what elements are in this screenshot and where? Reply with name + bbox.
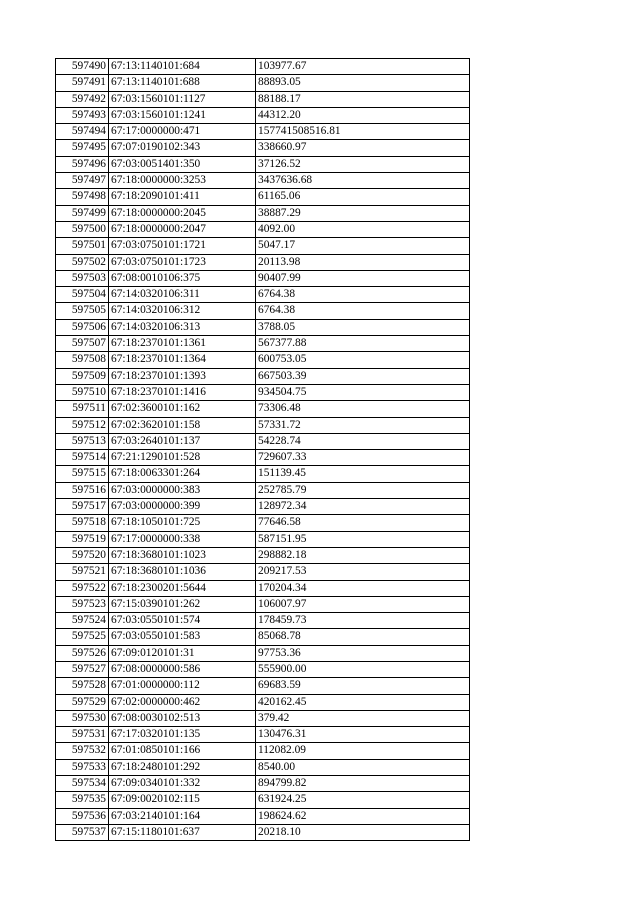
table-row	[56, 156, 470, 172]
table-row	[56, 580, 470, 596]
row-number-cell: 597520	[56, 547, 109, 563]
table-row	[56, 792, 470, 808]
row-number-cell: 597493	[56, 107, 109, 123]
value-cell: 3788.05	[256, 319, 470, 335]
cadastral-number-cell: 67:09:0340101:332	[109, 776, 256, 792]
value-cell: 88188.17	[256, 91, 470, 107]
row-number-cell: 597527	[56, 661, 109, 677]
row-number-cell: 597525	[56, 629, 109, 645]
table-row	[56, 124, 470, 140]
cadastral-number-cell: 67:02:3600101:162	[109, 401, 256, 417]
table-row	[56, 613, 470, 629]
cadastral-number-cell: 67:03:0550101:574	[109, 613, 256, 629]
table-row	[56, 75, 470, 91]
cadastral-number-cell: 67:18:2090101:411	[109, 189, 256, 205]
table-row	[56, 368, 470, 384]
cadastral-number-cell: 67:18:2370101:1364	[109, 352, 256, 368]
table-row	[56, 466, 470, 482]
table-row	[56, 384, 470, 400]
cadastral-number-cell: 67:03:0000000:399	[109, 499, 256, 515]
row-number-cell: 597502	[56, 254, 109, 270]
table-row	[56, 221, 470, 237]
table-row	[56, 515, 470, 531]
table-row	[56, 808, 470, 824]
value-cell: 88893.05	[256, 75, 470, 91]
value-cell: 631924.25	[256, 792, 470, 808]
row-number-cell: 597507	[56, 336, 109, 352]
cadastral-number-cell: 67:17:0000000:471	[109, 124, 256, 140]
row-number-cell: 597512	[56, 417, 109, 433]
cadastral-number-cell: 67:09:0020102:115	[109, 792, 256, 808]
cadastral-number-cell: 67:18:2370101:1393	[109, 368, 256, 384]
row-number-cell: 597491	[56, 75, 109, 91]
table-row	[56, 189, 470, 205]
cadastral-number-cell: 67:18:0000000:2047	[109, 221, 256, 237]
cadastral-number-cell: 67:14:0320106:311	[109, 287, 256, 303]
table-row	[56, 319, 470, 335]
row-number-cell: 597511	[56, 401, 109, 417]
table-row	[56, 710, 470, 726]
row-number-cell: 597521	[56, 564, 109, 580]
cadastral-number-cell: 67:18:3680101:1023	[109, 547, 256, 563]
row-number-cell: 597494	[56, 124, 109, 140]
cadastral-number-cell: 67:13:1140101:688	[109, 75, 256, 91]
value-cell: 729607.33	[256, 450, 470, 466]
value-cell: 3437636.68	[256, 173, 470, 189]
table-row	[56, 91, 470, 107]
table-row	[56, 238, 470, 254]
table-row	[56, 547, 470, 563]
value-cell: 178459.73	[256, 613, 470, 629]
row-number-cell: 597536	[56, 808, 109, 824]
row-number-cell: 597492	[56, 91, 109, 107]
row-number-cell: 597495	[56, 140, 109, 156]
table-row	[56, 759, 470, 775]
value-cell: 38887.29	[256, 205, 470, 221]
row-number-cell: 597496	[56, 156, 109, 172]
cadastral-number-cell: 67:08:0010106:375	[109, 270, 256, 286]
value-cell: 8540.00	[256, 759, 470, 775]
value-cell: 69683.59	[256, 678, 470, 694]
row-number-cell: 597535	[56, 792, 109, 808]
row-number-cell: 597524	[56, 613, 109, 629]
table-row	[56, 661, 470, 677]
table-row	[56, 173, 470, 189]
row-number-cell: 597534	[56, 776, 109, 792]
value-cell: 44312.20	[256, 107, 470, 123]
value-cell: 20218.10	[256, 824, 470, 840]
table-row	[56, 287, 470, 303]
table-row	[56, 629, 470, 645]
table-row	[56, 482, 470, 498]
table-row	[56, 694, 470, 710]
value-cell: 555900.00	[256, 661, 470, 677]
row-number-cell: 597517	[56, 499, 109, 515]
table-row	[56, 499, 470, 515]
row-number-cell: 597497	[56, 173, 109, 189]
table-row	[56, 596, 470, 612]
value-cell: 379.42	[256, 710, 470, 726]
table-row	[56, 140, 470, 156]
row-number-cell: 597519	[56, 531, 109, 547]
row-number-cell: 597514	[56, 450, 109, 466]
table-row	[56, 727, 470, 743]
table-row	[56, 531, 470, 547]
table-row	[56, 352, 470, 368]
cadastral-number-cell: 67:18:1050101:725	[109, 515, 256, 531]
cadastral-number-cell: 67:03:0750101:1723	[109, 254, 256, 270]
cadastral-number-cell: 67:18:0000000:3253	[109, 173, 256, 189]
row-number-cell: 597528	[56, 678, 109, 694]
value-cell: 106007.97	[256, 596, 470, 612]
cadastral-number-cell: 67:18:2370101:1361	[109, 336, 256, 352]
cadastral-number-cell: 67:14:0320106:312	[109, 303, 256, 319]
row-number-cell: 597518	[56, 515, 109, 531]
cadastral-number-cell: 67:18:3680101:1036	[109, 564, 256, 580]
row-number-cell: 597510	[56, 384, 109, 400]
value-cell: 54228.74	[256, 433, 470, 449]
table-row	[56, 433, 470, 449]
cadastral-number-cell: 67:09:0120101:31	[109, 645, 256, 661]
cadastral-number-cell: 67:03:1560101:1127	[109, 91, 256, 107]
cadastral-number-cell: 67:18:2480101:292	[109, 759, 256, 775]
value-cell: 667503.39	[256, 368, 470, 384]
table-row	[56, 417, 470, 433]
row-number-cell: 597501	[56, 238, 109, 254]
row-number-cell: 597522	[56, 580, 109, 596]
cadastral-number-cell: 67:17:0320101:135	[109, 727, 256, 743]
row-number-cell: 597532	[56, 743, 109, 759]
table-row	[56, 678, 470, 694]
cadastral-number-cell: 67:18:2300201:5644	[109, 580, 256, 596]
table-row	[56, 776, 470, 792]
cadastral-number-cell: 67:01:0000000:112	[109, 678, 256, 694]
value-cell: 198624.62	[256, 808, 470, 824]
cadastral-number-cell: 67:08:0000000:586	[109, 661, 256, 677]
cadastral-number-cell: 67:02:0000000:462	[109, 694, 256, 710]
cadastral-number-cell: 67:18:2370101:1416	[109, 384, 256, 400]
row-number-cell: 597515	[56, 466, 109, 482]
table-row	[56, 107, 470, 123]
row-number-cell: 597509	[56, 368, 109, 384]
cadastral-number-cell: 67:03:0051401:350	[109, 156, 256, 172]
table-row	[56, 564, 470, 580]
value-cell: 37126.52	[256, 156, 470, 172]
value-cell: 4092.00	[256, 221, 470, 237]
cadastral-number-cell: 67:21:1290101:528	[109, 450, 256, 466]
value-cell: 5047.17	[256, 238, 470, 254]
value-cell: 934504.75	[256, 384, 470, 400]
row-number-cell: 597533	[56, 759, 109, 775]
row-number-cell: 597500	[56, 221, 109, 237]
table-body	[56, 59, 470, 841]
value-cell: 112082.09	[256, 743, 470, 759]
row-number-cell: 597537	[56, 824, 109, 840]
table-row	[56, 270, 470, 286]
row-number-cell: 597526	[56, 645, 109, 661]
cadastral-number-cell: 67:18:0000000:2045	[109, 205, 256, 221]
cadastral-number-cell: 67:03:2140101:164	[109, 808, 256, 824]
row-number-cell: 597508	[56, 352, 109, 368]
table-row	[56, 254, 470, 270]
cadastral-number-cell: 67:13:1140101:684	[109, 59, 256, 75]
row-number-cell: 597504	[56, 287, 109, 303]
cadastral-number-cell: 67:08:0030102:513	[109, 710, 256, 726]
cadastral-number-cell: 67:14:0320106:313	[109, 319, 256, 335]
row-number-cell: 597505	[56, 303, 109, 319]
value-cell: 600753.05	[256, 352, 470, 368]
row-number-cell: 597499	[56, 205, 109, 221]
value-cell: 85068.78	[256, 629, 470, 645]
value-cell: 151139.45	[256, 466, 470, 482]
value-cell: 298882.18	[256, 547, 470, 563]
cadastral-number-cell: 67:18:0063301:264	[109, 466, 256, 482]
cadastral-number-cell: 67:03:0000000:383	[109, 482, 256, 498]
value-cell: 252785.79	[256, 482, 470, 498]
cadastral-number-cell: 67:17:0000000:338	[109, 531, 256, 547]
cadastral-number-cell: 67:03:1560101:1241	[109, 107, 256, 123]
row-number-cell: 597490	[56, 59, 109, 75]
table-row	[56, 743, 470, 759]
value-cell: 587151.95	[256, 531, 470, 547]
cadastral-number-cell: 67:07:0190102:343	[109, 140, 256, 156]
value-cell: 97753.36	[256, 645, 470, 661]
cadastral-number-cell: 67:03:0750101:1721	[109, 238, 256, 254]
table-row	[56, 59, 470, 75]
row-number-cell: 597498	[56, 189, 109, 205]
row-number-cell: 597531	[56, 727, 109, 743]
cadastral-number-cell: 67:03:0550101:583	[109, 629, 256, 645]
value-cell: 73306.48	[256, 401, 470, 417]
row-number-cell: 597530	[56, 710, 109, 726]
row-number-cell: 597516	[56, 482, 109, 498]
table-row	[56, 205, 470, 221]
value-cell: 128972.34	[256, 499, 470, 515]
value-cell: 57331.72	[256, 417, 470, 433]
value-cell: 61165.06	[256, 189, 470, 205]
value-cell: 103977.67	[256, 59, 470, 75]
cadastral-number-cell: 67:01:0850101:166	[109, 743, 256, 759]
value-cell: 157741508516.81	[256, 124, 470, 140]
row-number-cell: 597523	[56, 596, 109, 612]
cadastral-number-cell: 67:15:0390101:262	[109, 596, 256, 612]
table-row	[56, 824, 470, 840]
data-table	[55, 58, 470, 841]
row-number-cell: 597506	[56, 319, 109, 335]
value-cell: 338660.97	[256, 140, 470, 156]
value-cell: 77646.58	[256, 515, 470, 531]
table-row	[56, 401, 470, 417]
row-number-cell: 597503	[56, 270, 109, 286]
value-cell: 6764.38	[256, 303, 470, 319]
table-row	[56, 336, 470, 352]
row-number-cell: 597513	[56, 433, 109, 449]
value-cell: 567377.88	[256, 336, 470, 352]
table-row	[56, 303, 470, 319]
table-row	[56, 450, 470, 466]
value-cell: 209217.53	[256, 564, 470, 580]
cadastral-number-cell: 67:02:3620101:158	[109, 417, 256, 433]
value-cell: 894799.82	[256, 776, 470, 792]
value-cell: 20113.98	[256, 254, 470, 270]
table-row	[56, 645, 470, 661]
cadastral-number-cell: 67:15:1180101:637	[109, 824, 256, 840]
value-cell: 170204.34	[256, 580, 470, 596]
cadastral-number-cell: 67:03:2640101:137	[109, 433, 256, 449]
value-cell: 6764.38	[256, 287, 470, 303]
value-cell: 420162.45	[256, 694, 470, 710]
value-cell: 130476.31	[256, 727, 470, 743]
row-number-cell: 597529	[56, 694, 109, 710]
value-cell: 90407.99	[256, 270, 470, 286]
